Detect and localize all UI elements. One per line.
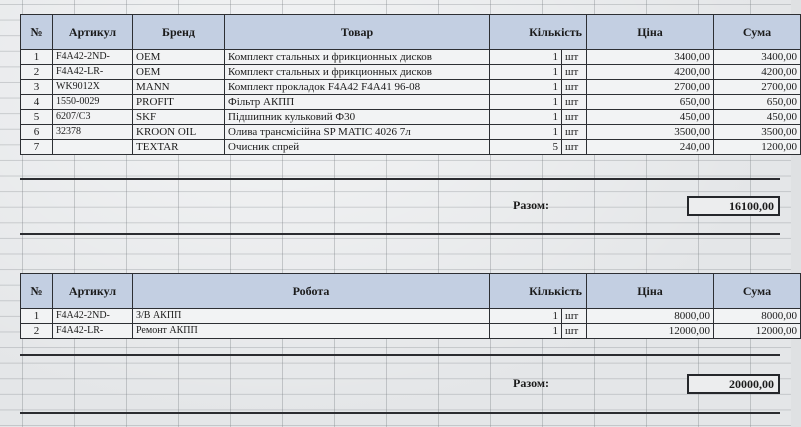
cell-price: 2700,00 <box>587 80 714 95</box>
cell-work: З/В АКПП <box>133 309 490 324</box>
cell-price: 8000,00 <box>587 309 714 324</box>
cell-price: 4200,00 <box>587 65 714 80</box>
cell-price: 3400,00 <box>587 50 714 65</box>
parts-total-label: Разом: <box>513 198 550 212</box>
cell-sum: 450,00 <box>714 110 801 125</box>
cell-price: 12000,00 <box>587 324 714 339</box>
cell-sum: 650,00 <box>714 95 801 110</box>
table-row <box>21 110 801 125</box>
table-row <box>21 50 801 65</box>
cell-unit: шт <box>562 125 587 140</box>
cell-product: Олива трансмісійна SP MATIC 4026 7л <box>225 125 490 140</box>
header-quantity: Кількість <box>490 274 587 309</box>
cell-sum: 3500,00 <box>714 125 801 140</box>
cell-article: F4A42-LR- <box>53 65 133 80</box>
cell-number: 1 <box>21 309 53 324</box>
cell-number: 1 <box>21 50 53 65</box>
cell-unit: шт <box>562 95 587 110</box>
cell-unit: шт <box>562 324 587 339</box>
cell-unit: шт <box>562 80 587 95</box>
cell-quantity: 5 <box>490 140 562 155</box>
cell-sum: 4200,00 <box>714 65 801 80</box>
cell-unit: шт <box>562 50 587 65</box>
divider-line <box>20 178 780 180</box>
cell-brand: OEM <box>133 65 225 80</box>
header-sum: Сума <box>714 15 801 50</box>
divider-line <box>20 233 780 235</box>
cell-quantity: 1 <box>490 65 562 80</box>
cell-article: 32378 <box>53 125 133 140</box>
header-price: Ціна <box>587 274 714 309</box>
header-article: Артикул <box>53 15 133 50</box>
cell-quantity: 1 <box>490 110 562 125</box>
header-price: Ціна <box>587 15 714 50</box>
cell-product: Фільтр АКПП <box>225 95 490 110</box>
cell-unit: шт <box>562 140 587 155</box>
cell-quantity: 1 <box>490 309 562 324</box>
table-row <box>21 140 801 155</box>
cell-number: 5 <box>21 110 53 125</box>
cell-product: Очисник спрей <box>225 140 490 155</box>
header-work: Робота <box>133 274 490 309</box>
cell-unit: шт <box>562 110 587 125</box>
work-total-label: Разом: <box>513 376 550 390</box>
cell-brand: MANN <box>133 80 225 95</box>
cell-quantity: 1 <box>490 95 562 110</box>
cell-product: Комплект стальных и фрикционных дисков <box>225 65 490 80</box>
cell-article: 1550-0029 <box>53 95 133 110</box>
header-number: № <box>21 15 53 50</box>
cell-product: Підшипник кульковий Ф30 <box>225 110 490 125</box>
cell-brand: OEM <box>133 50 225 65</box>
cell-article: F4A42-2ND- <box>53 50 133 65</box>
parts-header-row <box>21 15 801 50</box>
cell-sum: 3400,00 <box>714 50 801 65</box>
cell-number: 6 <box>21 125 53 140</box>
cell-price: 240,00 <box>587 140 714 155</box>
cell-product: Комплект прокладок F4A42 F4A41 96-08 <box>225 80 490 95</box>
cell-quantity: 1 <box>490 324 562 339</box>
cell-unit: шт <box>562 65 587 80</box>
cell-sum: 8000,00 <box>714 309 801 324</box>
work-header-row <box>21 274 801 309</box>
header-brand: Бренд <box>133 15 225 50</box>
cell-article: F4A42-2ND- <box>53 309 133 324</box>
cell-price: 3500,00 <box>587 125 714 140</box>
table-row <box>21 80 801 95</box>
cell-number: 2 <box>21 65 53 80</box>
cell-sum: 2700,00 <box>714 80 801 95</box>
cell-number: 2 <box>21 324 53 339</box>
cell-quantity: 1 <box>490 125 562 140</box>
cell-brand: PROFIT <box>133 95 225 110</box>
cell-brand: KROON OIL <box>133 125 225 140</box>
table-row <box>21 125 801 140</box>
parts-total-value: 16100,00 <box>687 196 780 216</box>
cell-article: 6207/C3 <box>53 110 133 125</box>
cell-number: 4 <box>21 95 53 110</box>
cell-brand: TEXTAR <box>133 140 225 155</box>
cell-article: F4A42-LR- <box>53 324 133 339</box>
cell-number: 7 <box>21 140 53 155</box>
cell-sum: 1200,00 <box>714 140 801 155</box>
cell-unit: шт <box>562 309 587 324</box>
header-product: Товар <box>225 15 490 50</box>
header-number: № <box>21 274 53 309</box>
cell-number: 3 <box>21 80 53 95</box>
cell-work: Ремонт АКПП <box>133 324 490 339</box>
parts-table <box>20 14 801 155</box>
table-row <box>21 95 801 110</box>
cell-article <box>53 140 133 155</box>
cell-quantity: 1 <box>490 50 562 65</box>
cell-quantity: 1 <box>490 80 562 95</box>
divider-line <box>20 354 780 356</box>
table-row <box>21 309 801 324</box>
cell-sum: 12000,00 <box>714 324 801 339</box>
divider-line <box>20 412 780 414</box>
work-total-value: 20000,00 <box>687 374 780 394</box>
cell-price: 450,00 <box>587 110 714 125</box>
cell-price: 650,00 <box>587 95 714 110</box>
work-table <box>20 273 801 339</box>
header-sum: Сума <box>714 274 801 309</box>
header-quantity: Кількість <box>490 15 587 50</box>
cell-article: WK9012X <box>53 80 133 95</box>
cell-brand: SKF <box>133 110 225 125</box>
table-row <box>21 324 801 339</box>
cell-product: Комплект стальных и фрикционных дисков <box>225 50 490 65</box>
header-article: Артикул <box>53 274 133 309</box>
table-row <box>21 65 801 80</box>
